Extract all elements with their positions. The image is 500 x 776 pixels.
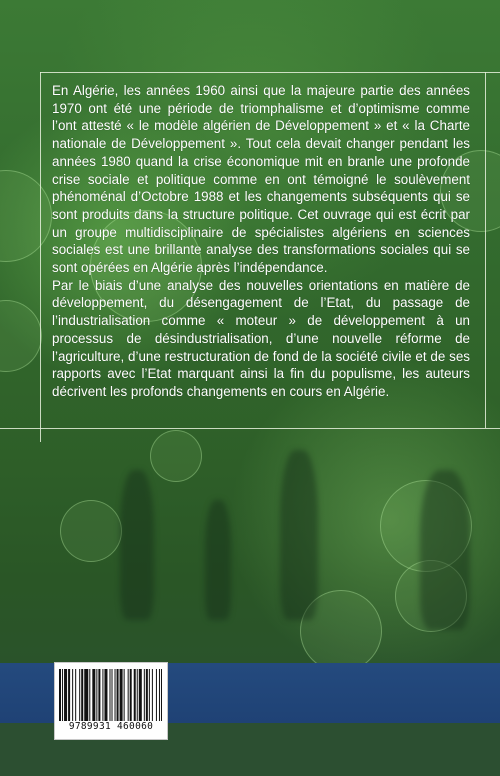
barcode-bars (59, 669, 163, 721)
frame-line-top (40, 72, 500, 73)
barcode-bar (124, 669, 125, 721)
barcode-bar (159, 669, 160, 721)
barcode-bar (102, 669, 103, 721)
barcode-bar (62, 669, 63, 721)
bokeh-circle (60, 500, 122, 562)
blurred-figure (280, 450, 318, 620)
barcode-bar (128, 669, 129, 721)
barcode-bar (68, 669, 70, 721)
barcode-bar (134, 669, 136, 721)
barcode-bar (84, 669, 88, 721)
barcode-bar (92, 669, 95, 721)
frame-line-right (485, 72, 486, 428)
barcode-bar (64, 669, 67, 721)
barcode-bar (98, 669, 100, 721)
summary-paragraph-2: Par le biais d’une analyse des nouvelles orientations en matière de développement, du désengagement de l’Etat, du passage de l’industrialisation comme « moteur » de développement à un processus de désindustrialisation, d’une nouvelle réforme de l’agriculture, d’une restructuration de fond de la société civile et de ses rapports avec l’Etat marquant ainsi la fin du populisme, les auteurs décrivent les profonds changements en cours en Algérie. (52, 277, 470, 399)
blurred-figure (420, 470, 470, 630)
barcode (54, 662, 168, 740)
barcode-bar (79, 669, 80, 721)
barcode-bar (117, 669, 119, 721)
barcode-bar (161, 669, 162, 721)
barcode-bar (89, 669, 90, 721)
isbn-number: 9789931 460060 (68, 721, 154, 732)
barcode-bar (149, 669, 150, 721)
barcode-bar (137, 669, 138, 721)
barcode-bar (112, 669, 113, 721)
barcode-bar (96, 669, 97, 721)
barcode-bar (75, 669, 76, 721)
barcode-bar (146, 669, 148, 721)
barcode-bar (144, 669, 145, 721)
barcode-bar (156, 669, 157, 721)
bokeh-circle (0, 170, 52, 262)
barcode-bar (72, 669, 73, 721)
barcode-bar (139, 669, 142, 721)
bokeh-circle (150, 430, 202, 482)
barcode-bar (59, 669, 61, 721)
barcode-bar (115, 669, 116, 721)
barcode-bar (104, 669, 107, 721)
blurred-figure (120, 470, 154, 620)
blurred-figure (205, 500, 231, 620)
summary-paragraph-1: En Algérie, les années 1960 ainsi que la majeure partie des années 1970 ont été une période de triomphalisme et d’optimisme comme l’ont attesté « le modèle algérien de Développement » et « la Charte nationale de Développement ». Tout cela devait changer pendant les années 1980 quand la crise économique mit en branle une profonde crise sociale et politique comme en ont témoigné le soulèvement phénoménal d’Octobre 1988 et les changements subséquents qui se sont produits dans la structure politique. Cet ouvrage qui est écrit par un groupe multidisciplinaire de spécialistes algériens en sciences sociales est une brillante analyse des transformations sociales qui se sont opérées en Algérie après l’indépendance. (52, 83, 470, 276)
barcode-bar (120, 669, 123, 721)
barcode-bar (109, 669, 110, 721)
frame-line-bottom (0, 428, 500, 429)
bokeh-circle (0, 300, 42, 372)
back-cover-text (52, 82, 470, 401)
frame-line-left (40, 72, 41, 442)
barcode-bar (81, 669, 83, 721)
barcode-bar (130, 669, 132, 721)
barcode-bar (152, 669, 153, 721)
